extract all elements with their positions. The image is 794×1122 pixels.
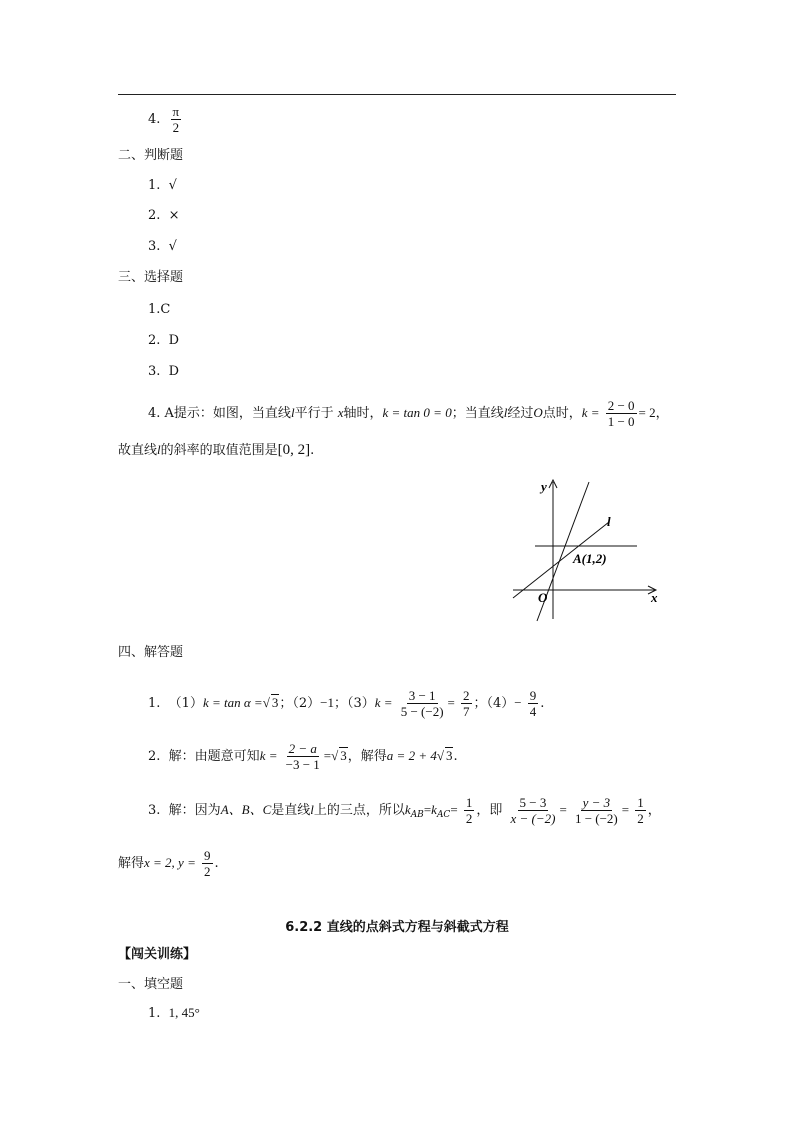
fraction-slope-ac: $\frac{y - 3}{1 - (-2)}$: [574, 795, 618, 826]
choice-item-1: 1.C: [148, 302, 171, 317]
fraction-half-1: $\frac{1}{2}$: [465, 795, 473, 826]
solve-item-3: 3. 解：因为A、B、C是直线l上的三点，所以$k_{AB}=k_{AC}=$ $\frac{1}{2}$ ，即 $\frac{5 - 3}{x - (-2)}$ = $\frac{y - 3}{1 - (-2)}$ = $\frac{1}{2}$ ，: [148, 795, 661, 826]
section-title-solve: 四、解答题: [118, 645, 184, 660]
solve-item-1: 1. （1）k = tan α =√ 3；（2）−1；（3）k = $\frac{3 - 1}{5 - (-2)}$ = $\frac{2}{7}$ ；（4）− $\frac{9}{4}$ .: [148, 688, 545, 719]
fill-item-1: 1. 1, 45°: [148, 1005, 200, 1021]
judge-item-3: 3. √: [148, 239, 177, 254]
fraction-9-4: $\frac{9}{4}$: [529, 688, 537, 719]
solve-item-3-result: 解得x = 2, y = $\frac{9}{2}$ .: [118, 848, 219, 879]
fraction-2-a: $\frac{2 - a}{-3 - 1}$: [285, 741, 320, 772]
fraction-9-2: $\frac{9}{2}$: [204, 848, 211, 879]
line-l-label: l: [607, 514, 611, 529]
fraction-pi-over-2: $\frac{\pi}{2}$: [172, 104, 180, 135]
x-axis-label: x: [651, 590, 658, 605]
origin-label: O: [538, 590, 548, 605]
section-title-judge: 二、判断题: [118, 148, 184, 163]
header-rule: [118, 94, 676, 95]
training-title: 【闯关训练】: [118, 947, 197, 962]
choice-item-2: 2. D: [148, 333, 180, 348]
coordinate-graph: [505, 474, 665, 626]
judge-item-1: 1. √: [148, 178, 177, 193]
point-a-label: A(1,2): [573, 551, 607, 566]
y-axis-label: y: [541, 479, 547, 494]
section-title-choice: 三、选择题: [118, 270, 184, 285]
answer-item-4: 4. $\frac{\pi}{2}$: [148, 104, 180, 135]
solve-item-2: 2. 解：由题意可知k = $\frac{2 - a}{-3 - 1}$ =√ 3，解得a = 2 + 4√ 3.: [148, 741, 458, 772]
section-heading: 6.2.2 直线的点斜式方程与斜截式方程: [285, 920, 509, 935]
fraction-half-2: $\frac{1}{2}$: [637, 795, 644, 826]
fraction-slope-ab: $\frac{5 - 3}{x - (-2)}$: [510, 795, 556, 826]
fraction-slope: $\frac{2 - 0}{1 - 0}$: [607, 398, 635, 429]
choice-item-4-range: 故直线l的斜率的取值范围是[0, 2].: [118, 442, 315, 458]
choice-item-4-hint: 4. A提示：如图，当直线l平行于 x轴时，k = tan 0 = 0；当直线l经过O点时，k = $\frac{2 - 0}{1 - 0}$ = 2，: [148, 398, 669, 429]
judge-item-2: 2. ×: [148, 208, 180, 223]
choice-item-3: 3. D: [148, 364, 180, 379]
fraction-3: $\frac{3 - 1}{5 - (-2)}$: [400, 688, 444, 719]
section-title-fill: 一、填空题: [118, 977, 184, 992]
fraction-2-7: $\frac{2}{7}$: [463, 688, 470, 719]
